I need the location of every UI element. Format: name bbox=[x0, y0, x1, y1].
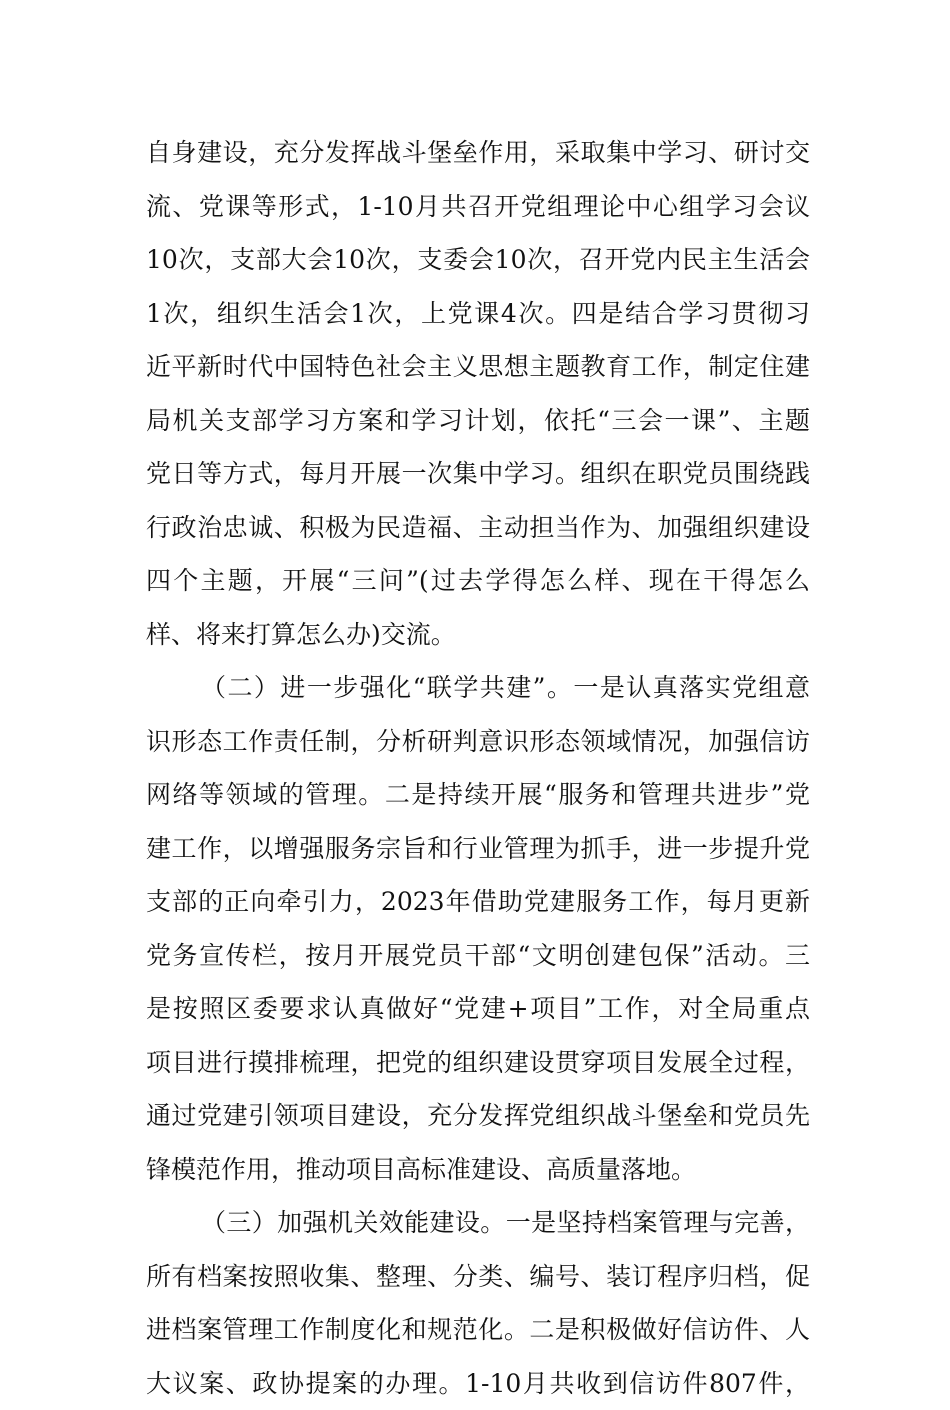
paragraph bbox=[146, 1196, 810, 1410]
body-text bbox=[146, 126, 810, 1410]
text-line: 项目进行摸排梳理，把党的组织建设贯穿项目发展全过程， bbox=[146, 1036, 810, 1090]
text-line: 局机关支部学习方案和学习计划，依托“三会一课”、主题 bbox=[146, 394, 810, 448]
text-line: 自身建设，充分发挥战斗堡垒作用，采取集中学习、研讨交 bbox=[146, 126, 810, 180]
text-line: 建工作，以增强服务宗旨和行业管理为抓手，进一步提升党 bbox=[146, 822, 810, 876]
text-line: 10次，支部大会10次，支委会10次，召开党内民主生活会 bbox=[146, 233, 810, 287]
text-line: 近平新时代中国特色社会主义思想主题教育工作，制定住建 bbox=[146, 340, 810, 394]
text-line: 通过党建引领项目建设，充分发挥党组织战斗堡垒和党员先 bbox=[146, 1089, 810, 1143]
text-line: 锋模范作用，推动项目高标准建设、高质量落地。 bbox=[146, 1143, 810, 1197]
text-line: 识形态工作责任制，分析研判意识形态领域情况，加强信访 bbox=[146, 715, 810, 769]
text-line: 所有档案按照收集、整理、分类、编号、装订程序归档，促 bbox=[146, 1250, 810, 1304]
paragraph bbox=[146, 661, 810, 1196]
text-line: 大议案、政协提案的办理。1-10月共收到信访件807件， bbox=[146, 1357, 810, 1410]
text-line: 样、将来打算怎么办)交流。 bbox=[146, 608, 810, 662]
text-line: 党务宣传栏，按月开展党员干部“文明创建包保”活动。三 bbox=[146, 929, 810, 983]
text-line: 进档案管理工作制度化和规范化。二是积极做好信访件、人 bbox=[146, 1303, 810, 1357]
text-line: （三）加强机关效能建设。一是坚持档案管理与完善， bbox=[146, 1196, 810, 1250]
text-line: 流、党课等形式，1-10月共召开党组理论中心组学习会议 bbox=[146, 180, 810, 234]
text-line: 党日等方式，每月开展一次集中学习。组织在职党员围绕践 bbox=[146, 447, 810, 501]
text-line: 四个主题，开展“三问”(过去学得怎么样、现在干得怎么 bbox=[146, 554, 810, 608]
paragraph bbox=[146, 126, 810, 661]
text-line: （二）进一步强化“联学共建”。一是认真落实党组意 bbox=[146, 661, 810, 715]
text-line: 网络等领域的管理。二是持续开展“服务和管理共进步”党 bbox=[146, 768, 810, 822]
text-line: 支部的正向牵引力，2023年借助党建服务工作，每月更新 bbox=[146, 875, 810, 929]
text-line: 行政治忠诚、积极为民造福、主动担当作为、加强组织建设 bbox=[146, 501, 810, 555]
text-line: 是按照区委要求认真做好“党建+项目”工作，对全局重点 bbox=[146, 982, 810, 1036]
text-line: 1次，组织生活会1次，上党课4次。四是结合学习贯彻习 bbox=[146, 287, 810, 341]
